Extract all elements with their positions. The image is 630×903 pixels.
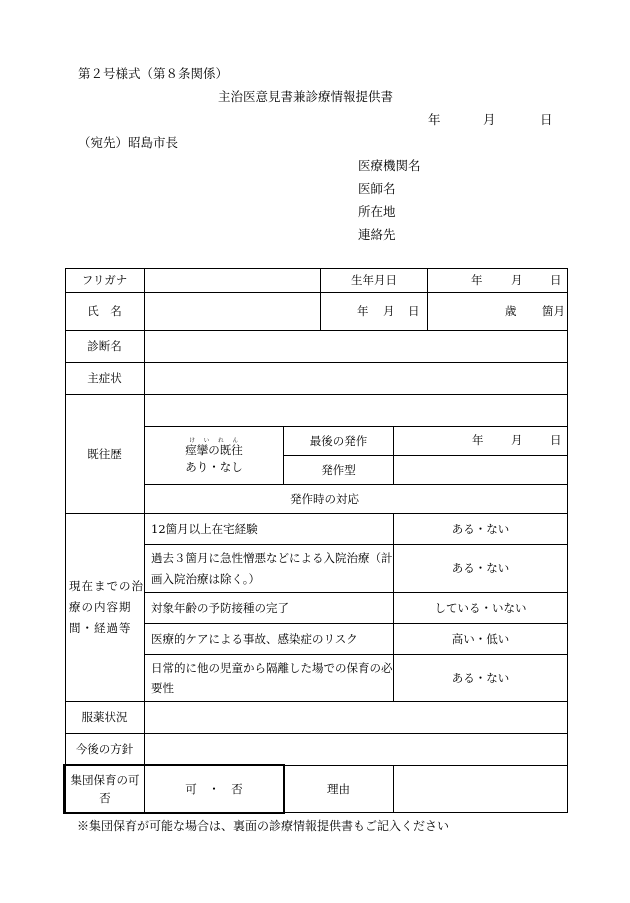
course-item-answer[interactable]: ある・ない <box>451 670 510 685</box>
birthdate-month: 月 <box>511 273 523 287</box>
furigana-input[interactable] <box>145 269 320 292</box>
footnote: ※集団保育が可能な場合は、裏面の診療情報提供書もご記入ください <box>77 819 450 833</box>
birthdate-year: 年 <box>471 273 483 287</box>
reason-label: 理由 <box>327 781 350 796</box>
seizure-type-input[interactable] <box>394 456 567 484</box>
address-label: 所在地 <box>358 204 396 219</box>
diagnosis-label: 診断名 <box>87 339 122 354</box>
name-row-year: 年 <box>357 304 369 318</box>
name-row-month: 月 <box>383 304 395 318</box>
seizure-history <box>145 430 283 484</box>
addressee: （宛先）昭島市長 <box>78 135 179 150</box>
group-care-label: 集団保育の可否 <box>70 772 140 805</box>
medication-label: 服薬状況 <box>81 710 128 725</box>
history-input[interactable] <box>145 395 567 426</box>
course-item-answer[interactable]: ある・ない <box>451 521 510 536</box>
seizure-ruby: けいれん <box>185 438 243 445</box>
course-item-text: 12箇月以上在宅経験 <box>151 521 258 536</box>
policy-input[interactable] <box>145 734 567 765</box>
last-seizure-day: 日 <box>550 433 562 447</box>
reason-input[interactable] <box>394 766 567 812</box>
document-title: 主治医意見書兼診療情報提供書 <box>218 89 394 104</box>
complaint-input[interactable] <box>145 363 567 394</box>
furigana-label: フリガナ <box>81 272 128 287</box>
course-item-answer[interactable]: ある・ない <box>451 561 510 576</box>
seizure-history-label: 痙攣の既往けいれん <box>185 438 243 458</box>
form-number: 第２号様式（第８条関係） <box>78 66 229 81</box>
header-date-year: 年 <box>428 112 441 127</box>
course-item-text: 医療的ケアによる事故、感染症のリスク <box>151 631 358 646</box>
institution-label: 医療機関名 <box>358 158 421 173</box>
birthdate-day: 日 <box>550 273 562 287</box>
policy-label: 今後の方針 <box>75 742 134 757</box>
birthdate-label: 生年月日 <box>351 272 397 287</box>
header-date-day: 日 <box>540 112 553 127</box>
seizure-response-label: 発作時の対応 <box>290 491 359 506</box>
diagnosis-input[interactable] <box>145 331 567 362</box>
seizure-options[interactable]: あり・なし <box>185 460 243 474</box>
course-label: 現在までの治療の内容期間・経過等 <box>69 579 144 635</box>
medication-input[interactable] <box>145 702 567 733</box>
header-date-month: 月 <box>483 112 496 127</box>
course-item-answer[interactable]: している・いない <box>434 600 527 615</box>
age-months: 箇月 <box>542 304 565 318</box>
last-seizure-label: 最後の発作 <box>309 433 368 448</box>
name-row-day: 日 <box>408 304 420 318</box>
last-seizure-month: 月 <box>511 433 523 447</box>
doctor-label: 医師名 <box>358 181 396 196</box>
course-item-text: 対象年齢の予防接種の完了 <box>151 600 289 615</box>
course-item-text: 日常的に他の児童から隔離した場での保育の必要性 <box>151 660 393 695</box>
history-label: 既往歴 <box>87 446 122 461</box>
course-item-text: 過去３箇月に急性憎悪などによる入院治療（計画入院治療は除く。） <box>151 551 393 586</box>
name-input[interactable] <box>145 293 320 330</box>
course-item-answer[interactable]: 高い・低い <box>451 631 510 646</box>
age-years: 歳 <box>505 304 517 318</box>
name-label: 氏 名 <box>87 304 122 319</box>
seizure-type-label: 発作型 <box>321 462 356 477</box>
last-seizure-year: 年 <box>472 433 484 447</box>
contact-label: 連絡先 <box>358 227 396 242</box>
group-care-options[interactable]: 可 ・ 否 <box>185 781 243 796</box>
complaint-label: 主症状 <box>87 371 122 386</box>
